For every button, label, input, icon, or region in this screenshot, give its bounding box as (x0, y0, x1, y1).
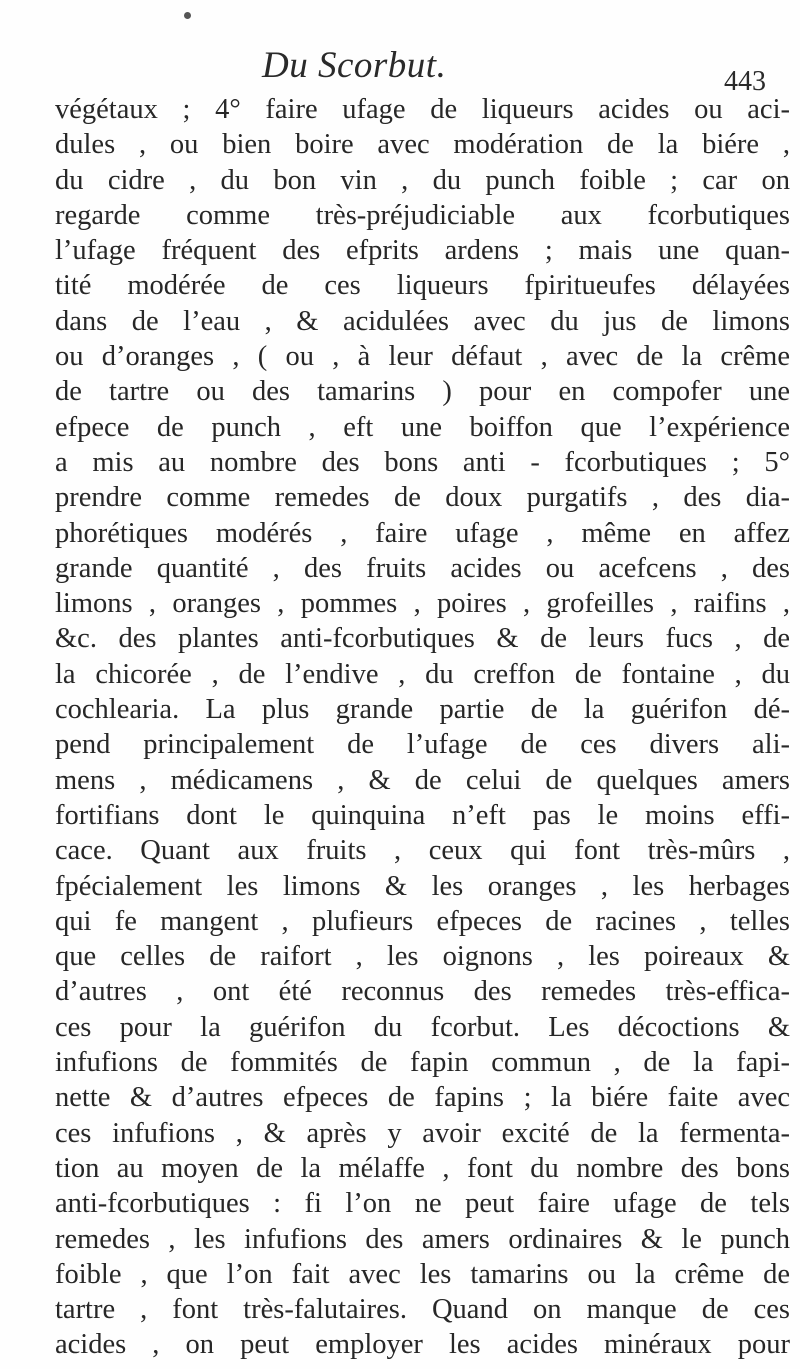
text-line-27: ces pour la guérifon du fcorbut. Les décoctions & (55, 1011, 790, 1043)
running-title: Du Scorbut. (262, 45, 447, 86)
text-line-11: a mis au nombre des bons anti - fcorbutiques ; 5° (55, 446, 790, 478)
text-line-9: de tartre ou des tamarins ) pour en compofer une (55, 376, 790, 408)
text-line-10: efpece de punch , eft une boiffon que l’expérience (55, 411, 790, 443)
text-line-13: phorétiques modérés , faire ufage , même en affez (55, 517, 790, 549)
body-text (55, 92, 790, 1363)
text-line-26: d’autres , ont été reconnus des remedes très-effica- (55, 976, 790, 1008)
text-line-8: ou d’oranges , ( ou , à leur défaut , avec de la crême (55, 341, 790, 373)
text-line-32: anti-fcorbutiques : fi l’on ne peut faire ufage de tels (55, 1188, 790, 1220)
text-line-16: &c. des plantes anti-fcorbutiques & de leurs fucs , de (55, 623, 790, 655)
text-line-21: fortifians dont le quinquina n’eft pas le moins effi- (55, 799, 790, 831)
text-line-29: nette & d’autres efpeces de fapins ; la biére faite avec (55, 1082, 790, 1114)
text-line-2: dules , ou bien boire avec modération de la biére , (55, 129, 790, 161)
text-line-22: cace. Quant aux fruits , ceux qui font très-mûrs , (55, 835, 790, 867)
text-line-3: du cidre , du bon vin , du punch foible ; car on (55, 164, 790, 196)
ink-speck (184, 12, 191, 19)
text-line-30: ces infufions , & après y avoir excité de la fermenta- (55, 1117, 790, 1149)
page-number: 443 (724, 66, 766, 97)
text-line-17: la chicorée , de l’endive , du creffon de fontaine , du (55, 658, 790, 690)
text-line-23: fpécialement les limons & les oranges , les herbages (55, 870, 790, 902)
text-line-12: prendre comme remedes de doux purgatifs , des dia- (55, 482, 790, 514)
text-line-4: regarde comme très-préjudiciable aux fcorbutiques (55, 199, 790, 231)
text-line-5: l’ufage fréquent des efprits ardens ; mais une quan- (55, 235, 790, 267)
text-line-15: limons , oranges , pommes , poires , grofeilles , raifins , (55, 588, 790, 620)
text-line-7: dans de l’eau , & acidulées avec du jus de limons (55, 305, 790, 337)
text-line-14: grande quantité , des fruits acides ou acefcens , des (55, 552, 790, 584)
text-line-36: acides , on peut employer les acides minéraux pour (55, 1329, 790, 1361)
text-line-20: mens , médicamens , & de celui de quelques amers (55, 764, 790, 796)
text-line-24: qui fe mangent , plufieurs efpeces de racines , telles (55, 905, 790, 937)
page-header (0, 38, 800, 98)
text-line-28: infufions de fommités de fapin commun , de la fapi- (55, 1047, 790, 1079)
text-line-18: cochlearia. La plus grande partie de la guérifon dé- (55, 694, 790, 726)
text-line-6: tité modérée de ces liqueurs fpiritueufes délayées (55, 270, 790, 302)
text-line-1: végétaux ; 4° faire ufage de liqueurs acides ou aci- (55, 94, 790, 125)
text-line-31: tion au moyen de la mélaffe , font du nombre des bons (55, 1152, 790, 1184)
text-line-34: foible , que l’on fait avec les tamarins ou la crême de (55, 1258, 790, 1290)
text-line-35: tartre , font très-falutaires. Quand on manque de ces (55, 1294, 790, 1326)
text-line-25: que celles de raifort , les oignons , les poireaux & (55, 941, 790, 973)
text-line-19: pend principalement de l’ufage de ces divers ali- (55, 729, 790, 761)
text-line-33: remedes , les infufions des amers ordinaires & le punch (55, 1223, 790, 1255)
